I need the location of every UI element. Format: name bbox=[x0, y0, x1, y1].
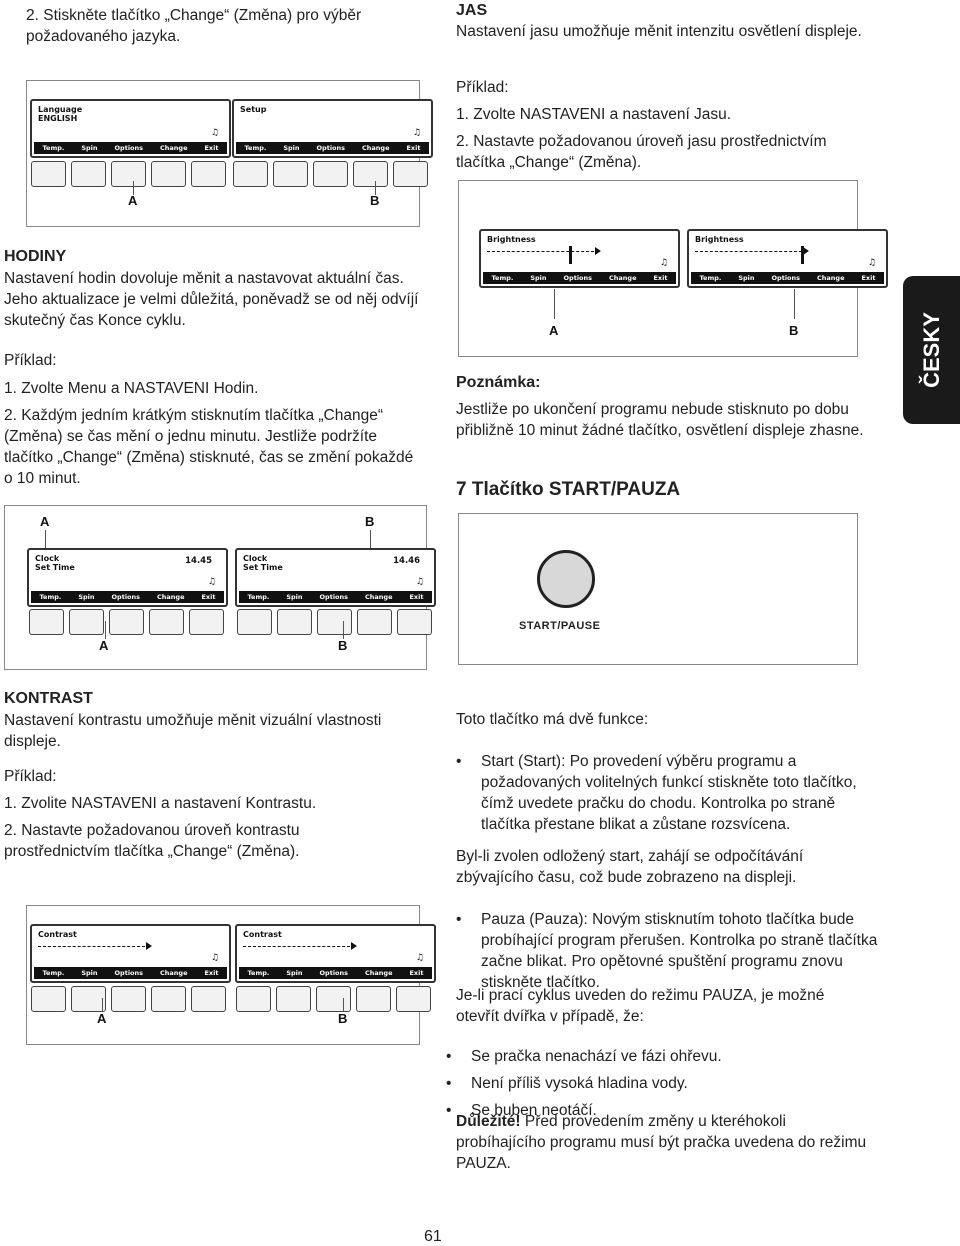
hodiny-step-2: 2. Každým jedním krátkým stisknutím tlačítka „Change“ (Změna) se čas mění o jednu minutu. Jestliže podržíte tlačítko „Change“ (Změna) stisknuté, čas se změní pokaždé o 10 minut. bbox=[4, 407, 414, 487]
label-b: B bbox=[365, 514, 375, 529]
display-panel-brightness-a: Brightness ♫ Temp. Spin Options Change Exit bbox=[479, 229, 680, 288]
bullet-pause: • Pauza (Pauza): Novým stisknutím tohoto tlačítka bude probíhající program přerušen. Kontrolka po straně tlačítka začne blikat. Pro opětovné spuštění programu znovu stiskněte tlačítko. bbox=[481, 909, 881, 993]
figure-brightness bbox=[458, 180, 876, 357]
label-a: A bbox=[40, 514, 50, 529]
jas-title: JAS bbox=[456, 2, 488, 19]
priklad-label: Příklad: bbox=[4, 352, 57, 369]
hodiny-text: Nastavení hodin dovoluje měnit a nastavovat aktuální čas. Jeho aktualizace je velmi důležitá, poněvadž se od něj odvíjí skutečný čas Konce cyklu. bbox=[4, 270, 419, 329]
important-note bbox=[456, 1111, 871, 1174]
detergent-icon: ♫ bbox=[415, 577, 424, 587]
detergent-icon: ♫ bbox=[867, 258, 876, 268]
display-panel-contrast-b: Contrast ♫ Temp. Spin Options Change Exit bbox=[235, 924, 436, 983]
display-panel-clock-a: Clock Set Time 14.45 ♫ Temp. Spin Options Change Exit bbox=[27, 548, 228, 607]
figure-start-pause bbox=[458, 513, 858, 665]
panel-keys bbox=[233, 161, 428, 187]
kontrast-text: Nastavení kontrastu umožňuje měnit vizuální vlastnosti displeje. bbox=[4, 712, 382, 750]
detergent-icon: ♫ bbox=[415, 953, 424, 963]
detergent-icon: ♫ bbox=[207, 577, 216, 587]
condition-1: • Se pračka nenachází ve fázi ohřevu. bbox=[471, 1046, 722, 1067]
display-label: Language bbox=[38, 105, 83, 114]
panel-keys bbox=[31, 161, 226, 187]
clock-time-a: 14.45 bbox=[185, 556, 212, 566]
important-label: Důležité! bbox=[456, 1113, 521, 1130]
display-panel-brightness-b: Brightness ♫ Temp. Spin Options Change Exit bbox=[687, 229, 888, 288]
label-a: A bbox=[549, 323, 559, 338]
detergent-icon: ♫ bbox=[210, 953, 219, 963]
display-panel-contrast-a: Contrast ♫ Temp. Spin Options Change Exit bbox=[30, 924, 231, 983]
figure-clock bbox=[4, 505, 427, 670]
label-a: A bbox=[128, 193, 138, 208]
delay-text: Byl-li zvolen odložený start, zahájí se odpočítávání zbývajícího času, což bude zobrazeno na displeji. bbox=[456, 848, 804, 886]
figure-contrast bbox=[26, 905, 424, 1045]
page-number: 61 bbox=[424, 1228, 442, 1245]
priklad-label: Příklad: bbox=[4, 768, 57, 785]
label-b: B bbox=[338, 1011, 348, 1026]
jas-text: Nastavení jasu umožňuje měnit intenzitu osvětlení displeje. bbox=[456, 23, 862, 40]
language-side-tab bbox=[903, 276, 960, 424]
kontrast-step-2: 2. Nastavte požadovanou úroveň kontrastu prostřednictvím tlačítka „Change“ (Změna). bbox=[4, 822, 300, 860]
display-panel-clock-b: Clock Set Time 14.46 ♫ Temp. Spin Options Change Exit bbox=[235, 548, 436, 607]
display-panel-language: Language ENGLISH ♫ Temp. Spin Options Change Exit bbox=[30, 99, 231, 158]
display-panel-setup: Setup ♫ Temp. Spin Options Change Exit bbox=[232, 99, 433, 158]
display-label: Setup bbox=[240, 105, 267, 114]
intro-text: 2. Stiskněte tlačítko „Change“ (Změna) pro výběr požadovaného jazyka. bbox=[26, 7, 362, 45]
poznamka-text: Jestliže po ukončení programu nebude stisknuto po dobu přibližně 10 minut žádné tlačítko, osvětlení displeje zhasne. bbox=[456, 401, 864, 439]
condition-2: • Není příliš vysoká hladina vody. bbox=[471, 1073, 688, 1094]
detergent-icon: ♫ bbox=[210, 128, 219, 138]
kontrast-step-1: 1. Zvolite NASTAVENI a nastavení Kontrastu. bbox=[4, 795, 317, 812]
jas-step-1: 1. Zvolte NASTAVENI a nastavení Jasu. bbox=[456, 106, 732, 123]
label-a: A bbox=[97, 1011, 107, 1026]
start-pause-title: 7 Tlačítko START/PAUZA bbox=[456, 479, 681, 500]
priklad-label: Příklad: bbox=[456, 79, 509, 96]
language-tab-label: ČESKY bbox=[918, 312, 944, 388]
detergent-icon: ♫ bbox=[412, 128, 421, 138]
condition-3: • Se buben neotáčí. bbox=[471, 1100, 597, 1121]
label-b: B bbox=[338, 638, 348, 653]
bullet-start: • Start (Start): Po provedení výběru programu a požadovaných volitelných funkcí stiskněte toto tlačítko, čímž uvedete pračku do chodu. Kontrolka po straně tlačítka přestane blikat a zůstane rozsvícena. bbox=[481, 751, 861, 835]
label-a: A bbox=[99, 638, 109, 653]
poznamka-title: Poznámka: bbox=[456, 374, 541, 391]
functions-intro: Toto tlačítko má dvě funkce: bbox=[456, 711, 649, 728]
clock-time-b: 14.46 bbox=[393, 556, 420, 566]
label-b: B bbox=[370, 193, 380, 208]
start-pause-knob bbox=[537, 550, 595, 608]
detergent-icon: ♫ bbox=[659, 258, 668, 268]
kontrast-title: KONTRAST bbox=[4, 690, 93, 707]
hodiny-title: HODINY bbox=[4, 248, 67, 265]
label-b: B bbox=[789, 323, 799, 338]
pause-conditions-text: Je-li prací cyklus uveden do režimu PAUZA, je možné otevřít dvířka v případě, že: bbox=[456, 987, 825, 1025]
jas-step-2: 2. Nastavte požadovanou úroveň jasu prostřednictvím tlačítka „Change“ (Změna). bbox=[456, 133, 827, 171]
hodiny-step-1: 1. Zvolte Menu a NASTAVENI Hodin. bbox=[4, 380, 259, 397]
start-pause-button-label: START/PAUSE bbox=[519, 620, 601, 632]
important-text: Před provedením změny u kteréhokoli probíhajícího programu musí být pračka uvedena do režimu PAUZA. bbox=[456, 1113, 867, 1172]
display-value: ENGLISH bbox=[38, 114, 78, 123]
figure-language-setup bbox=[26, 80, 420, 227]
